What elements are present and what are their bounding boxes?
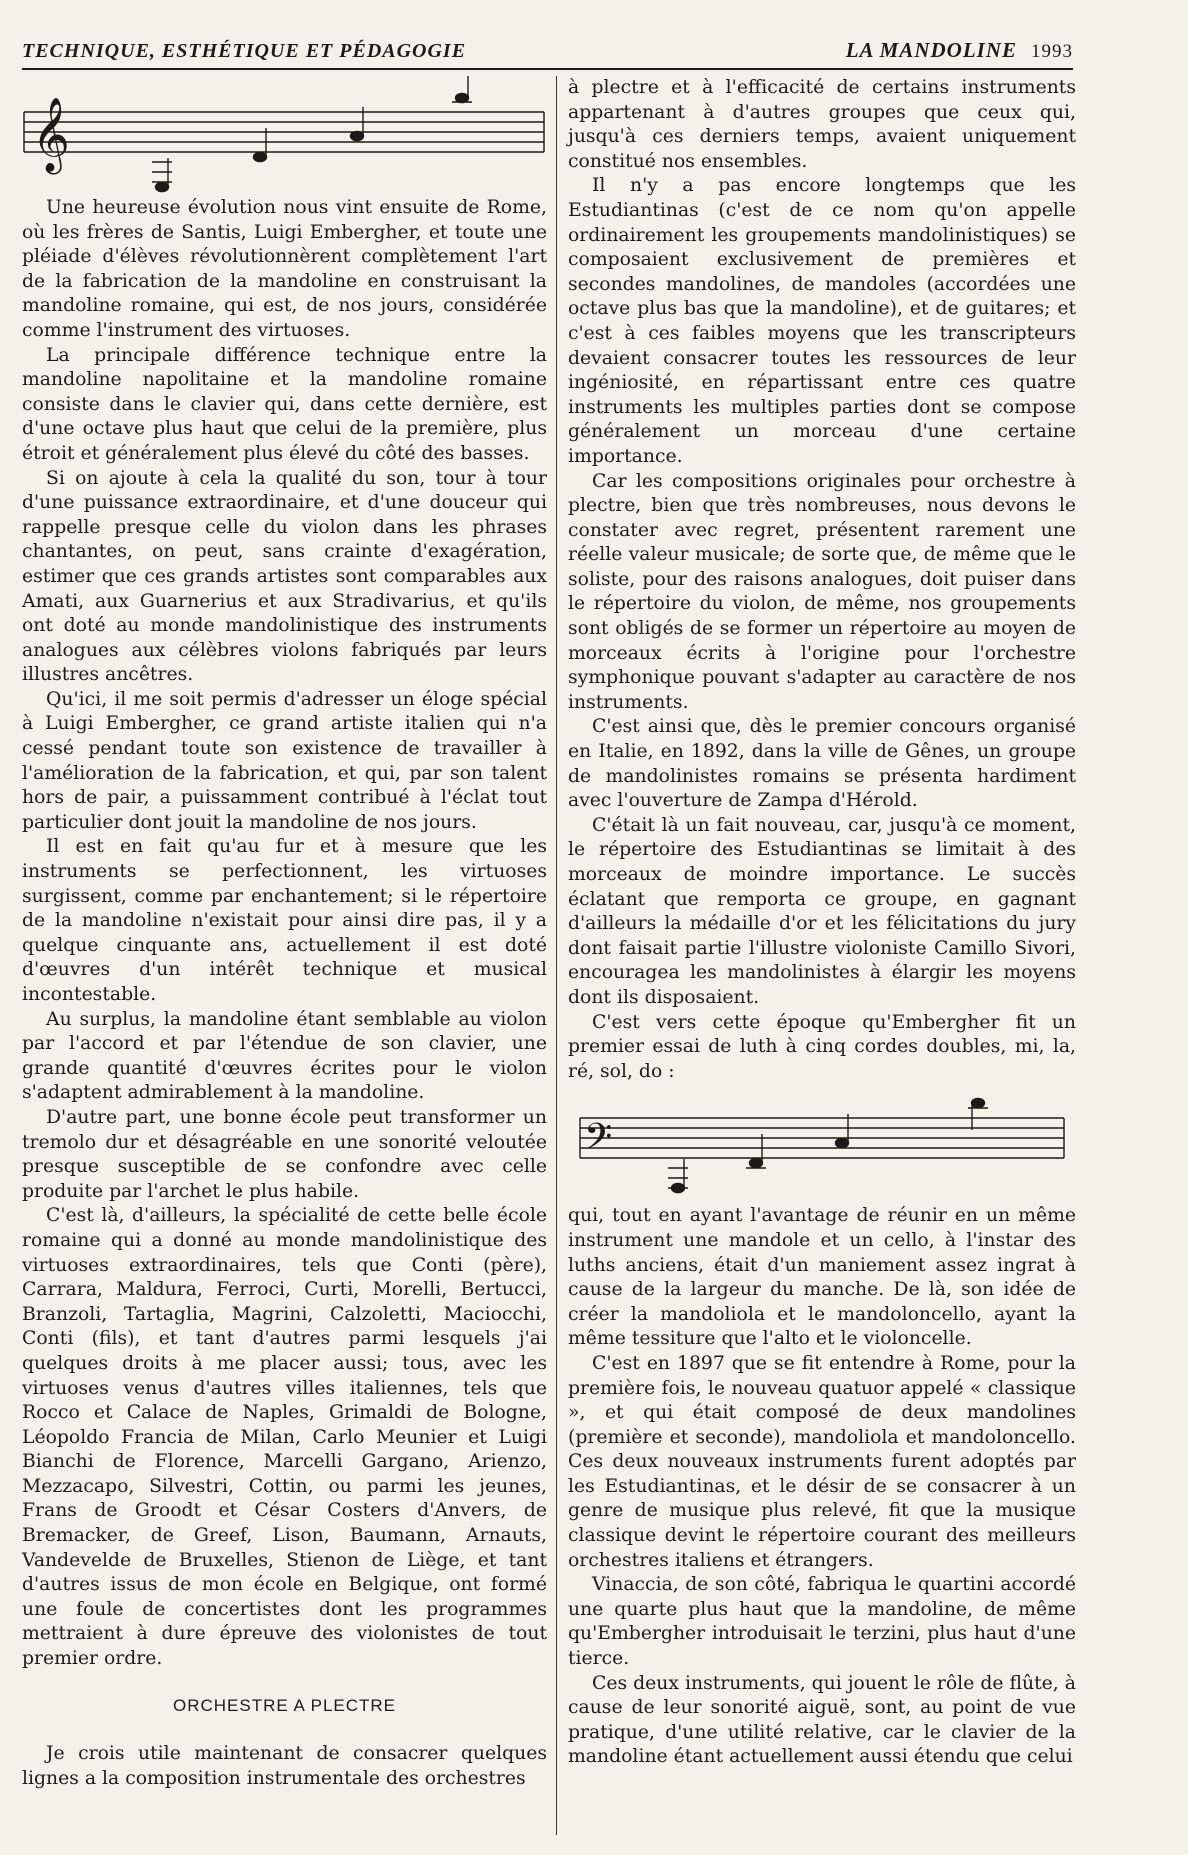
paragraph-continued: qui, tout en ayant l'avantage de réunir en un même instrument une mandole et un cello, à l'instar des luths anciens, était d'un maniement assez ingrat à cause de la largeur du manche. De là, son idée de créer la mandoliola et le mandoloncello, ayant la même tessiture que l'alto et le violoncelle.	[568, 1205, 1076, 1350]
paragraph: D'autre part, une bonne école peut transformer un tremolo dur et désagréable en une sonorité veloutée presque susceptible de se confondre avec celle produite par l'archet le plus habile.	[22, 1106, 547, 1202]
music-staff-treble	[22, 76, 547, 196]
paragraph: Si on ajoute à cela la qualité du son, tour à tour d'une puissance extraordinaire, et d'une douceur qui rappelle presque celle du violon dans les phrases chantantes, on peut, sans crainte d'exagération, estimer que ces grands artistes sont comparables aux Amati, aux Guarnerius et aux Stradivarius, et qu'ils ont doté au monde mandolinistique des instruments analogues aux célèbres violons fabriqués par leurs illustres ancêtres.	[22, 467, 547, 686]
running-header	[22, 38, 1073, 63]
paragraph: Car les compositions originales pour orchestre à plectre, bien que très nombreuses, nous devons le constater avec regret, présentent rarement une réelle valeur musicale; de sorte que, de même que le soliste, pour des raisons analogues, doit puiser dans le répertoire du violon, de même, nos groupements sont obligés de se former un répertoire au moyen de morceaux écrits à l'origine pour l'orchestre symphonique pouvant s'adapter au caractère de nos instruments.	[568, 470, 1076, 713]
notes	[668, 1099, 988, 1193]
right-column	[568, 76, 1076, 1835]
note-2	[254, 128, 267, 162]
svg-text:𝄞: 𝄞	[32, 98, 70, 172]
paragraph: Au surplus, la mandoline étant semblable au violon par l'accord et par l'étendue de son clavier, une grande quantité d'œuvres écrites pour le violon s'adaptent admirablement à la mandoline.	[22, 1008, 547, 1104]
header-journal-title: LA MANDOLINE 1993	[845, 38, 1073, 62]
paragraph: C'est ainsi que, dès le premier concours organisé en Italie, en 1892, dans la ville de Gênes, un groupe de mandolinistes romains se présenta hardiment avec l'ouverture de Zampa d'Hérold.	[568, 716, 1076, 812]
paragraph-continued: à plectre et à l'efficacité de certains instruments appartenant à d'autres groupes que ceux qui, jusqu'à ces derniers temps, avaient uniquement constitué nos ensembles.	[568, 77, 1076, 172]
left-column	[22, 76, 547, 1835]
paragraph: Qu'ici, il me soit permis d'adresser un éloge spécial à Luigi Embergher, ce grand artiste italien qui n'a cessé pendant toute son existence de travailler à l'amélioration de la fabrication, et qui, par son talent hors de pair, a puissamment contribué à l'éclat tout particulier dont jouit la mandoline de nos jours.	[22, 688, 547, 833]
staff-lines	[580, 1118, 1064, 1158]
bass-clef-icon	[584, 1116, 612, 1167]
note-4	[452, 76, 472, 103]
music-staff-bass	[568, 1084, 1076, 1204]
paragraph: C'est là, d'ailleurs, la spécialité de cette belle école romaine qui a donné au monde mandolinistique des virtuoses extraordinaires, tels que Conti (père), Carrara, Maldura, Ferroci, Curti, Morelli, Bertucci, Branzoli, Tartaglia, Magrini, Calzoletti, Maciocchi, Conti (fils), et tant d'autres parmi lesquels j'ai quelques droits à me placer aussi; tous, avec les virtuoses venus d'autres villes italiennes, tels que Rocco et Calace de Naples, Grimaldi de Bologne, Léopoldo Francia de Milan, Carlo Meunier et Luigi Bianchi de Florence, Marcelli Gargano, Arienzo, Mezzacapo, Silvestri, Cottin, ou parmi les jeunes, Frans de Groodt et César Costers d'Anvers, de Bremacker, de Greef, Lison, Baumann, Arnauts, Vandevelde de Bruxelles, Stienon de Liège, et tant d'autres issus de mon école en Belgique, ont formé une foule de concertistes dont les programmes mettraient à dure épreuve des violonistes de tout premier ordre.	[22, 1205, 547, 1670]
paragraph: C'était là un fait nouveau, car, jusqu'à ce moment, le répertoire des Estudiantinas se limitait à des morceaux de moindre importance. Le succès éclatant que remporta ce groupe, en gagnant d'ailleurs la médaille d'or et les félicitations du jury dont faisait partie l'illustre violoniste Camillo Sivori, encouragea les mandolinistes à élargir les moyens dont ils disposaient.	[568, 814, 1076, 1008]
paragraph: Il est en fait qu'au fur et à mesure que les instruments se perfectionnent, les virtuoses surgissent, comme par enchantement; si le répertoire de la mandoline n'existait pour ainsi dire pas, il y a quelque cinquante ans, actuellement il est doté d'œuvres d'un intérêt technique et musical incontestable.	[22, 836, 547, 1005]
column-divider	[556, 76, 557, 1835]
paragraph: Ces deux instruments, qui jouent le rôle de flûte, à cause de leur sonorité aiguë, sont, au point de vue pratique, d'une utilité relative, car le clavier de la mandoline étant actuellement aussi étendu que celui	[568, 1672, 1076, 1768]
svg-text:𝄢: 𝄢	[584, 1116, 613, 1168]
paragraph: La principale différence technique entre la mandoline napolitaine et la mandoline romaine consiste dans le clavier qui, dans cette dernière, est d'une octave plus haut que celui de la première, plus étroit et généralement plus élevé du côté des basses.	[22, 344, 547, 464]
note-3	[836, 1114, 849, 1148]
staff-lines	[24, 112, 544, 152]
note-2	[746, 1134, 766, 1168]
paragraph: Il n'y a pas encore longtemps que les Estudiantinas (c'est de ce nom qu'on appelle ordinairement les groupements mandolinistiques) se composaient exclusivement de premières et secondes mandolines, de mandoles (accordées une octave plus bas que la mandoline), et de guitares; et c'est à ces faibles moyens que les transcripteurs devaient consacrer toutes les ressources de leur ingéniosité, en répartissant entre ces quatre instruments les multiples parties dont se compose généralement un morceau d'une certaine importance.	[568, 175, 1076, 467]
paragraph: C'est en 1897 que se fit entendre à Rome, pour la première fois, le nouveau quatuor appelé « classique », et qui était composé de deux mandolines (première et seconde), mandoliola et mandoloncello. Ces deux nouveaux instruments furent adoptés par les Estudiantinas, et le désir de se consacrer à un genre de musique plus relevé, fit que la musique classique devint le répertoire courant des meilleurs orchestres italiens et étrangers.	[568, 1352, 1076, 1571]
paragraph: C'est vers cette époque qu'Embergher fit un premier essai de luth à cinq cordes doubles, mi, la, ré, sol, do :	[568, 1011, 1076, 1082]
header-section-title: TECHNIQUE, ESTHÉTIQUE ET PÉDAGOGIE	[22, 40, 467, 62]
note-1	[152, 158, 172, 192]
paragraph: Je crois utile maintenant de consacrer quelques lignes a la composition instrumentale des orchestres	[22, 1743, 547, 1789]
treble-clef-icon	[32, 98, 70, 175]
paragraph: Une heureuse évolution nous vint ensuite de Rome, où les frères de Santis, Luigi Embergher, et toute une pléiade d'élèves révolutionnèrent complètement l'art de la fabrication de la mandoline en construisant la mandoline romaine, qui est, de nos jours, considérée comme l'instrument des virtuoses.	[22, 197, 547, 341]
notes	[152, 76, 472, 192]
header-rule	[22, 68, 1073, 70]
paragraph: Vinaccia, de son côté, fabriqua le quartini accordé une quarte plus haut que la mandoline, de même qu'Embergher introduisait le terzini, plus haut d'une tierce.	[568, 1574, 1076, 1670]
note-4	[968, 1099, 988, 1131]
page-number: 1993	[1031, 41, 1073, 62]
note-1	[668, 1159, 688, 1193]
section-heading: ORCHESTRE A PLECTRE	[172, 1695, 397, 1715]
